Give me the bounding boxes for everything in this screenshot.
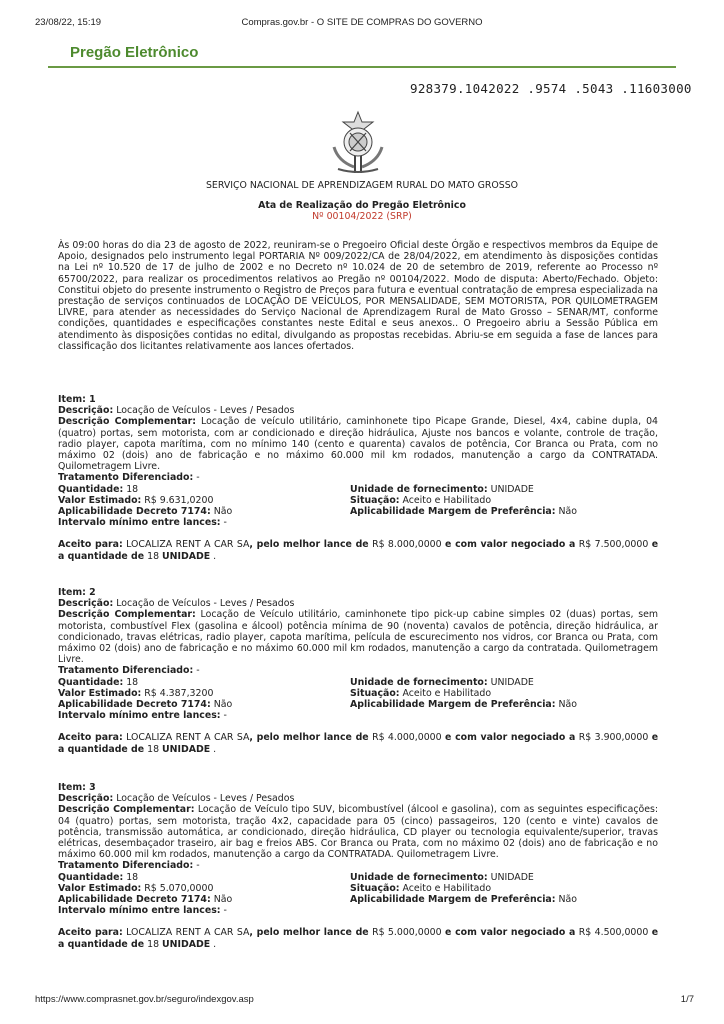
melhor-lance-value: R$ 5.000,0000 [372, 927, 442, 939]
aceito-paragraph: Aceito para: LOCALIZA RENT A CAR SA, pelo melhor lance de R$ 5.000,0000 e com valor negociado a R$ 4.500,0000 e a quantidade de 18 UNIDADE . [58, 927, 659, 950]
unidade-label: Unidade de fornecimento: [350, 483, 488, 495]
intervalo-value: - [223, 710, 227, 722]
valor-label: Valor Estimado: [58, 687, 142, 699]
situacao-value: Aceito e Habilitado [402, 687, 492, 699]
intro-paragraph: Às 09:00 horas do dia 23 de agosto de 2022, reuniram-se o Pregoeiro Oficial deste Órgão e respectivos membros da Equipe de Apoio, designados pelo instrumento legal PORTARIA Nº 009/2022/CA de 28/04/2022, em atendimento às disposições contidas na Lei nº 10.520 de 17 de julho de 2002 e no Decreto nº 10.024 de 20 de setembro de 2019, referente ao Processo nº 65700/2022, para realizar os procedimentos relativos ao Pregão nº 00104/2022. Modo de disputa: Aberto/Fechado. Objeto: Constitui objeto do presente instrumento o Registro de Preços para futura e eventual contratação de empresa especializada na prestação de serviços continuados de LOCAÇÃO DE VEÍCULOS, POR MENSALIDADE, SEM MOTORISTA, POR QUILOMETRAGEM LIVRE, para atender as necessidades do Serviço Nacional de Aprendizagem Rural de Mato Grosso – SENAR/MT, conforme condições, quantidades e especificações constantes neste Edital e seus anexos.. O Pregoeiro abriu a Sessão Pública em atendimento às disposições contidas no edital, divulgando as propostas recebidas. Abriu-se em seguida a fase de lances para classificação dos licitantes relativamente aos lances ofertados. [58, 240, 658, 352]
unidade-value: UNIDADE [490, 871, 534, 883]
tratamento-label: Tratamento Diferenciado: [58, 665, 194, 677]
negociado-value: R$ 7.500,0000 [578, 539, 649, 551]
unidade-label: Unidade de fornecimento: [350, 676, 488, 688]
intervalo-label: Intervalo mínimo entre lances: [58, 905, 221, 917]
quantidade-value: 18 [126, 483, 139, 495]
margem-label: Aplicabilidade Margem de Preferência: [350, 699, 556, 711]
valor-value: R$ 5.070,0000 [144, 882, 214, 894]
item-block [58, 782, 658, 950]
item-title: Item: 1 [58, 394, 96, 405]
descricao-label: Descrição: [58, 405, 114, 417]
intervalo-value: - [223, 905, 227, 917]
valor-label: Valor Estimado: [58, 494, 142, 506]
complementar-value: Locação de veículo utilitário, caminhonete tipo Picape Grande, Diesel, 4x4, cabine dupla, 04 (quatro) portas, sem motorista, com ar condicionado e direção hidráulica, Ajuste nos bancos e volante, controle de tração, radio player, capota marítima, com no mínimo 140 (cento e quarenta) cavalos de potência, Cor Branca ou Prata, com no máximo 02 (dois) ano de fabricação e no máximo 60.000 mil km rodados, manutenção a cargo da CONTRATADA. Quilometragem Livre. [58, 416, 659, 473]
quantidade-label: Quantidade: [58, 871, 124, 883]
unidade-value: UNIDADE [490, 676, 534, 688]
fornecedor-name: LOCALIZA RENT A CAR SA [126, 539, 250, 551]
complementar-label: Descrição Complementar: [58, 804, 195, 816]
aplicabilidade-label: Aplicabilidade Decreto 7174: [58, 699, 211, 711]
intervalo-label: Intervalo mínimo entre lances: [58, 710, 221, 722]
item-block [58, 587, 658, 755]
item-title: Item: 3 [58, 782, 96, 793]
brand-title: Pregão Eletrônico [70, 44, 199, 61]
valor-value: R$ 9.631,0200 [144, 494, 214, 506]
melhor-lance-label: , pelo melhor lance de [249, 927, 369, 939]
complementar-label: Descrição Complementar: [58, 416, 197, 428]
quantidade-value: 18 [126, 871, 139, 883]
unidade-word: UNIDADE [162, 938, 211, 950]
aplicabilidade-label: Aplicabilidade Decreto 7174: [58, 506, 211, 518]
valor-label: Valor Estimado: [58, 882, 142, 894]
qtd-final-value: 18 [147, 743, 160, 755]
aceito-label: Aceito para: [58, 927, 123, 939]
pregao-number: Nº 00104/2022 (SRP) [312, 211, 412, 222]
tratamento-value: - [196, 472, 200, 484]
aceito-label: Aceito para: [58, 732, 123, 744]
melhor-lance-value: R$ 8.000,0000 [372, 539, 442, 551]
descricao-value: Locação de Veículos - Leves / Pesados [116, 793, 295, 805]
fornecedor-name: LOCALIZA RENT A CAR SA [126, 732, 250, 744]
fornecedor-name: LOCALIZA RENT A CAR SA [126, 927, 250, 939]
quantidade-de-label: e a quantidade de [58, 927, 659, 950]
valor-value: R$ 4.387,3200 [144, 687, 214, 699]
complementar-value: Locação de Veículo tipo SUV, bicombustível (álcool e gasolina), com as seguintes especificações: 04 (quatro) portas, sem motorista, tração 4x2, capacidade para 05 (cinco) passageiros, 120 (cento e vinte) cavalos de potência, transmissão automática, ar condicionado, direção hidráulica, CD player ou tecnologia equivalente/superior, travas elétricas, desembaçador traseiro, air bag e freios ABS. Cor Branca ou Prata, com no máximo 02 (dois) ano de fabricação e no máximo 60.000 mil km rodados, manutenção a cargo da CONTRATADA. Quilometragem Livre. [58, 804, 659, 861]
descricao-value: Locação de Veículos - Leves / Pesados [116, 598, 295, 610]
qtd-final-value: 18 [147, 550, 160, 562]
margem-label: Aplicabilidade Margem de Preferência: [350, 506, 556, 518]
organization-name: SERVIÇO NACIONAL DE APRENDIZAGEM RURAL DO MATO GROSSO [205, 180, 519, 191]
negociado-value: R$ 4.500,0000 [578, 927, 649, 939]
situacao-label: Situação: [350, 687, 400, 699]
unidade-value: UNIDADE [490, 483, 534, 495]
complementar-label: Descrição Complementar: [58, 609, 196, 621]
aplicabilidade-value: Não [213, 699, 233, 711]
aceito-paragraph: Aceito para: LOCALIZA RENT A CAR SA, pelo melhor lance de R$ 8.000,0000 e com valor negociado a R$ 7.500,0000 e a quantidade de 18 UNIDADE . [58, 539, 659, 562]
brand-rule [48, 66, 676, 68]
tratamento-value: - [196, 860, 200, 872]
document-code: 928379.1042022 .9574 .5043 .11603000 [410, 81, 692, 96]
aplicabilidade-label: Aplicabilidade Decreto 7174: [58, 894, 211, 906]
quantidade-label: Quantidade: [58, 483, 124, 495]
margem-value: Não [558, 506, 577, 518]
intervalo-value: - [223, 517, 227, 529]
negociado-value: R$ 3.900,0000 [578, 732, 649, 744]
descricao-label: Descrição: [58, 598, 114, 610]
situacao-label: Situação: [350, 882, 400, 894]
tratamento-label: Tratamento Diferenciado: [58, 472, 194, 484]
coat-of-arms-icon [324, 109, 392, 177]
quantidade-value: 18 [126, 676, 139, 688]
negociado-label: e com valor negociado a [445, 732, 576, 744]
print-header-title: Compras.gov.br - O SITE DE COMPRAS DO GOVERNO [241, 17, 483, 28]
tratamento-value: - [196, 665, 200, 677]
item-title: Item: 2 [58, 587, 96, 598]
ata-title: Ata de Realização do Pregão Eletrônico [258, 200, 466, 211]
print-footer-page: 1/7 [680, 994, 694, 1005]
situacao-label: Situação: [350, 494, 400, 506]
quantidade-label: Quantidade: [58, 676, 124, 688]
negociado-label: e com valor negociado a [445, 927, 576, 939]
quantidade-de-label: e a quantidade de [58, 539, 659, 562]
tratamento-label: Tratamento Diferenciado: [58, 860, 194, 872]
item-block [58, 394, 658, 562]
melhor-lance-label: , pelo melhor lance de [249, 539, 369, 551]
unidade-word: UNIDADE [162, 743, 211, 755]
aplicabilidade-value: Não [213, 506, 233, 518]
situacao-value: Aceito e Habilitado [402, 494, 492, 506]
margem-value: Não [558, 699, 577, 711]
print-footer-url: https://www.comprasnet.gov.br/seguro/indexgov.asp [35, 994, 254, 1005]
qtd-final-value: 18 [147, 938, 160, 950]
descricao-label: Descrição: [58, 793, 114, 805]
descricao-value: Locação de Veículos - Leves / Pesados [116, 405, 295, 417]
melhor-lance-label: , pelo melhor lance de [249, 732, 369, 744]
complementar-value: Locação de Veículo utilitário, caminhonete tipo pick-up cabine simples 02 (duas) portas, sem motorista, combustível Flex (gasolina e álcool) potência mínima de 90 (noventa) cavalos de potência, direção hidráulica, ar condicionado, travas elétricas, radio player, capota marítima, película de escurecimento nos vidros, cor Branca ou Prata, com máximo 02 (dois) ano de fabricação e no máximo 60.000 mil km rodados, manutenção a cargo da contratada. Quilometragem Livre. [58, 609, 658, 666]
intervalo-label: Intervalo mínimo entre lances: [58, 517, 221, 529]
margem-value: Não [558, 894, 577, 906]
quantidade-de-label: e a quantidade de [58, 732, 659, 755]
unidade-word: UNIDADE [162, 550, 211, 562]
unidade-label: Unidade de fornecimento: [350, 871, 488, 883]
aceito-paragraph: Aceito para: LOCALIZA RENT A CAR SA, pelo melhor lance de R$ 4.000,0000 e com valor negociado a R$ 3.900,0000 e a quantidade de 18 UNIDADE . [58, 732, 659, 755]
margem-label: Aplicabilidade Margem de Preferência: [350, 894, 556, 906]
negociado-label: e com valor negociado a [445, 539, 576, 551]
situacao-value: Aceito e Habilitado [402, 882, 492, 894]
print-header-date: 23/08/22, 15:19 [35, 17, 102, 28]
melhor-lance-value: R$ 4.000,0000 [372, 732, 442, 744]
aceito-label: Aceito para: [58, 539, 123, 551]
aplicabilidade-value: Não [213, 894, 233, 906]
